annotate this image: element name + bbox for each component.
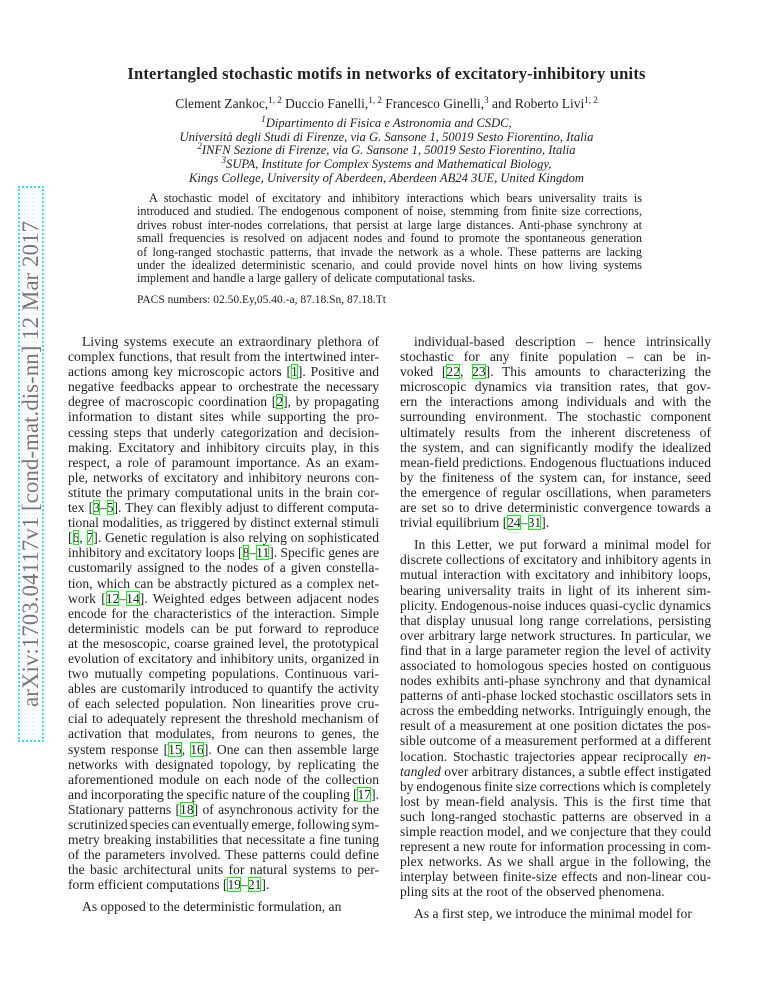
text-line: stochastic for any finite population – can be in- (400, 349, 711, 365)
text-line: cessing steps that underly categorization and decision- (68, 424, 379, 440)
text-line: the system, and can significantly modify the idealized (400, 439, 711, 455)
text-line: ultimately results from the inherent discreteness of (400, 424, 711, 440)
text-line: simple reaction model, and we conjecture that they could (400, 824, 711, 839)
author-name: Duccio Fanelli, (285, 96, 369, 111)
abstract (137, 192, 642, 286)
text-line: by endogenous finite size corrections which is completely (400, 778, 711, 794)
author-affiliation-marker: 3 (484, 95, 489, 105)
abstract-line: A stochastic model of excitatory and inhibitory interactions which bears universality traits is (149, 191, 642, 205)
citation-link[interactable]: 23 (472, 364, 486, 380)
text-line: of the parameters involved. These patterns could define (68, 847, 379, 863)
text-line: negative feedbacks appear to orchestrate the necessary (68, 379, 379, 395)
citation-link[interactable]: 11 (256, 545, 270, 561)
text-line: associated to homologous species hosted on contiguous (400, 657, 711, 673)
paragraph (68, 899, 379, 914)
citation-link[interactable]: 2 (276, 394, 284, 410)
text-line: that display unusual long range correlations, persisting (400, 612, 711, 628)
text-line: information to distant sites while supporting the pro- (68, 409, 379, 425)
text-line: are set so to drive deterministic convergence towards a (400, 500, 711, 516)
text-line: the emergence of regular oscillations, when parameters (400, 484, 711, 500)
paragraph (68, 334, 379, 892)
abstract-line: small frequencies is resolved on adjacent nodes and found to promote the spontaneous generation (137, 231, 642, 246)
text-line: complex functions, that result from the intertwined inter- (68, 349, 379, 365)
text-line: In this Letter, we put forward a minimal model for (414, 537, 711, 553)
citation-link[interactable]: 16 (190, 741, 204, 757)
text-line: bearing universality traits in light of its inherent sim- (400, 582, 711, 598)
left-column (68, 334, 379, 922)
affiliation-marker: 1 (261, 114, 266, 124)
text-line: sible outcome of a measurement performed at a different (400, 733, 711, 749)
text-line: encode for the characteristics of the interaction. Simple (68, 605, 379, 621)
text-line: tangled over arbitrary distances, a subtle effect instigated (400, 763, 711, 779)
citation-link[interactable]: 24 (507, 515, 521, 531)
author-name: Clement Zankoc, (175, 96, 269, 111)
text-line: ern the interactions among individuals and with the (400, 394, 711, 410)
author-list (0, 96, 773, 112)
text-line: and incorporating the specific nature of the coupling [17]. (68, 786, 379, 802)
text-line: over arbitrary large network structures. In particular, we (400, 627, 711, 643)
text-line: [6, 7]. Genetic regulation is also relying on sophisticated (68, 530, 380, 546)
text-line: evolution of excitatory and inhibitory units, organized in (68, 650, 379, 666)
text-line: interplay between finite-size effects and non-linear cou- (400, 869, 711, 885)
paragraph (400, 906, 711, 921)
text-line: of each selected population. Non linearities prove cru- (68, 696, 379, 712)
text-line: patterns of anti-phase locked stochastic oscillators sets in (400, 688, 711, 704)
text-line: find that in a large parameter region the level of activity (400, 642, 711, 658)
author-name: Francesco Ginelli, (385, 96, 485, 111)
arxiv-identifier-stamp (18, 186, 44, 742)
affiliations (0, 114, 773, 185)
text-line: trivial equilibrium [24–31]. (400, 515, 550, 531)
text-line: As a first step, we introduce the minimal model for (414, 906, 692, 922)
paper-title: Intertangled stochastic motifs in networks of excitatory-inhibitory units (127, 64, 646, 83)
citation-link[interactable]: 19 (227, 877, 242, 893)
text-line: discrete collections of excitatory and inhibitory agents in (400, 552, 711, 568)
citation-link[interactable]: 5 (106, 500, 114, 516)
text-line: at the mesoscopic, coarse grained level, the prototypical (68, 635, 379, 651)
abstract-line: drives robust inter-nodes correlations, that persist at large large distances. Anti-phase synchrony at (137, 217, 642, 232)
text-line: plicity. Endogenous-noise induces quasi-cyclic dynamics (400, 597, 711, 613)
author-affiliation-marker: 1, 2 (584, 95, 598, 105)
author-affiliation-marker: 1, 2 (368, 95, 382, 105)
text-line: tion, which can be abstractly pictured as a complex net- (68, 575, 379, 591)
text-line: such long-ranged stochastic patterns are observed in a (400, 808, 711, 824)
emphasis: tangled (400, 763, 441, 779)
text-line: degree of macroscopic coordination [2], by propagating (68, 394, 379, 410)
arxiv-identifier-text: arXiv:1703.04117v1 [cond-mat.dis-nn] 12 Mar 2017 (18, 221, 43, 707)
citation-link[interactable]: 7 (86, 530, 94, 546)
paragraph (400, 537, 711, 899)
text-line: location. Stochastic trajectories appear reciprocally en- (400, 748, 711, 764)
text-line: pling sits at the root of the observed phenomena. (400, 884, 665, 900)
affiliation-line: $^3$SUPA, Institute for Complex Systems and Mathematical Biology, (221, 155, 552, 172)
text-line: the basic architectural units for natural systems to per- (68, 862, 379, 878)
citation-link[interactable]: 21 (247, 877, 262, 893)
abstract-line: introduced and studied. The endogenous component of noise, stemming from finite size corrections, (137, 204, 642, 219)
text-line: two mutually competing populations. Continuous vari- (68, 666, 379, 682)
pacs-numbers: PACS numbers: 02.50.Ey,05.40.-a, 87.18.Sn, 87.18.Tt (137, 294, 386, 306)
citation-link[interactable]: 31 (527, 515, 542, 531)
text-line: mean-field predictions. Endogenous fluctuations induced (400, 454, 711, 470)
text-line: mutual interaction with excitatory and inhibitory loops, (400, 567, 711, 583)
text-line: stitute the primary computational units in the brain cor- (68, 484, 379, 500)
text-line: plex networks. As we shall argue in the following, the (400, 854, 711, 870)
text-line: networks with designated topology, by replicating the (68, 756, 379, 772)
text-line: As opposed to the deterministic formulation, an (82, 899, 342, 915)
text-line: aforementioned module on each node of the collection (68, 771, 379, 787)
citation-link[interactable]: 17 (357, 786, 372, 802)
citation-link[interactable]: 12 (105, 590, 120, 606)
abstract-line: under the idealized deterministic scenario, and could provide novel hints on how living systems (137, 257, 642, 272)
text-line: making. Excitatory and inhibitory circuits play, in this (68, 439, 379, 455)
text-line: inhibitory and excitatory loops [8–11]. Specific genes are (68, 545, 379, 561)
affiliation-line: $^2$INFN Sezione di Firenze, via G. Sansone 1, 50019 Sesto Fiorentino, Italia (197, 141, 576, 158)
citation-link[interactable]: 15 (168, 741, 182, 757)
text-line: customarily assigned to the nodes of a given constella- (68, 560, 379, 576)
affiliation-line: Università degli Studi di Firenze, via G. Sansone 1, 50019 Sesto Fiorentino, Italia (179, 129, 594, 144)
text-line: deterministic models can be put forward to reproduce (68, 620, 379, 636)
citation-link[interactable]: 1 (291, 364, 298, 380)
paragraph (400, 334, 711, 530)
text-line: activation that modulates, from neurons to genes, the (68, 726, 379, 742)
text-line: ple, networks of excitatory and inhibitory neurons con- (68, 469, 379, 485)
abstract-line: of long-ranged stochastic patterns, that invade the network as a whole. These patterns are lacking (137, 244, 642, 259)
text-line: surrounding environment. The stochastic component (400, 409, 711, 425)
citation-link[interactable]: 22 (446, 364, 460, 380)
text-line: lost by mean-field analysis. This is the first time that (400, 793, 711, 809)
text-line: actions among key microscopic actors [1]. Positive and (68, 364, 380, 380)
affiliation-marker: 2 (197, 141, 202, 152)
text-line: cial to adequately represent the threshold mechanism of (68, 711, 379, 727)
citation-link[interactable]: 3 (93, 500, 100, 516)
text-line: tex [3–5]. They can flexibly adjust to different computa- (68, 500, 379, 516)
text-line: Living systems execute an extraordinary plethora of (82, 334, 379, 349)
text-line: voked [22, 23]. This amounts to characterizing the (400, 364, 711, 380)
emphasis: en- (693, 748, 711, 764)
author-name: and Roberto Livi (492, 96, 585, 111)
text-line: tional modalities, as triggered by distinct external stimuli (68, 515, 379, 531)
text-line: work [12–14]. Weighted edges between adjacent nodes (68, 590, 379, 606)
citation-link[interactable]: 18 (180, 801, 194, 817)
text-line: system response [15, 16]. One can then assemble large (68, 741, 380, 757)
text-line: by the finiteness of the system can, for instance, seed (400, 469, 711, 485)
text-line: metry breaking instabilities that necessitate a fine tuning (68, 832, 379, 848)
citation-link[interactable]: 14 (126, 590, 140, 606)
text-line: scrutinized species can eventually emerge, following sym- (68, 817, 379, 832)
affiliation-line: Kings College, University of Aberdeen, Aberdeen AB24 3UE, United Kingdom (188, 170, 584, 185)
text-line: across the embedding networks. Intriguingly enough, the (400, 703, 711, 719)
affiliation-line: $^1$Dipartimento di Fisica e Astronomia and CSDC, (261, 114, 512, 130)
text-line: result of a measurement at one position dictates the pos- (400, 718, 711, 734)
author-affiliation-marker: 1, 2 (268, 95, 282, 105)
citation-link[interactable]: 6 (72, 530, 80, 546)
affiliation-marker: 3 (221, 155, 227, 166)
text-line: individual-based description – hence intrinsically (414, 334, 711, 349)
text-line: form efficient computations [19–21]. (68, 877, 270, 893)
text-line: respect, a role of paramount importance. As an exam- (68, 454, 379, 470)
citation-link[interactable]: 8 (242, 545, 250, 561)
text-line: represent a new route for information processing in com- (400, 839, 711, 855)
text-line: Stationary patterns [18] of asynchronous activity for the (68, 801, 379, 817)
abstract-line: implement and handle a large gallery of delicate computational tasks. (137, 271, 476, 286)
text-line: nodes exhibits anti-phase synchrony and that dynamical (400, 673, 711, 689)
right-column (400, 334, 711, 929)
text-line: microscopic dynamics via transition rates, that gov- (400, 379, 711, 395)
text-line: ables are customarily introduced to quantify the activity (68, 681, 379, 697)
